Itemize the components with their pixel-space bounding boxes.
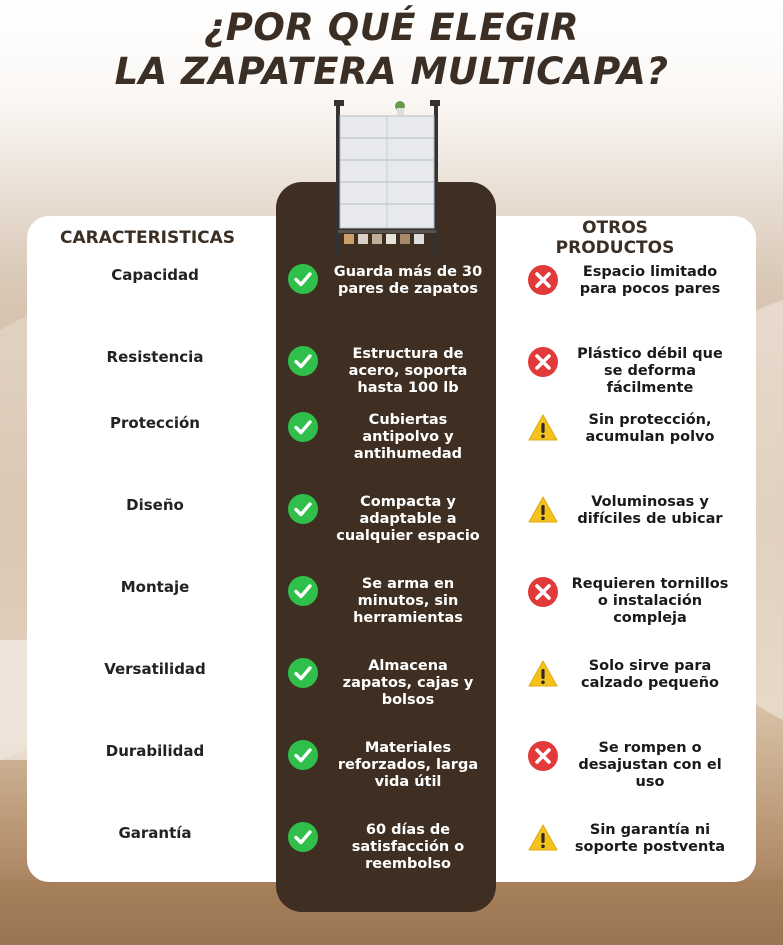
text-line: Plástico débil que (577, 346, 723, 362)
other-product-drawback (522, 412, 762, 472)
other-product-drawback (522, 740, 762, 800)
other-product-drawback (522, 346, 762, 406)
drawback-text (560, 740, 740, 791)
drawback-text (560, 494, 740, 528)
benefit-text (322, 412, 494, 463)
product-benefit (284, 264, 494, 324)
text-line: Requieren tornillos (571, 576, 729, 592)
text-line: Cubiertas (368, 412, 448, 428)
check-icon (288, 412, 318, 442)
other-products-header-line-2: PRODUCTOS (555, 238, 675, 258)
feature-label: Diseño (126, 496, 184, 514)
text-line: Almacena (368, 658, 448, 674)
text-line: herramientas (353, 610, 463, 626)
drawback-text (560, 822, 740, 856)
text-line: desajustan con el (578, 757, 722, 773)
text-line: 60 días de (365, 822, 451, 838)
text-line: uso (635, 774, 665, 790)
other-product-drawback (522, 494, 762, 554)
x-icon (527, 576, 559, 608)
text-line: pares de zapatos (337, 281, 478, 297)
x-icon (527, 346, 559, 378)
check-icon (288, 494, 318, 524)
check-icon (288, 740, 318, 770)
text-line: Compacta y (360, 494, 456, 510)
warning-icon (527, 822, 559, 854)
benefit-text (322, 576, 494, 627)
text-line: calzado pequeño (581, 675, 719, 691)
feature-label: Montaje (120, 578, 190, 596)
text-line: minutos, sin (357, 593, 459, 609)
text-line: Estructura de (352, 346, 464, 362)
text-line: satisfacción o (351, 839, 465, 855)
product-benefit (284, 412, 494, 472)
product-benefit (284, 822, 494, 882)
text-line: o instalación (597, 593, 703, 609)
feature-label: Protección (110, 414, 200, 432)
text-line: Materiales (364, 740, 452, 756)
text-line: Sin garantía ni (589, 822, 711, 838)
features-header: CARACTERISTICAS (60, 228, 236, 248)
other-products-header (510, 218, 720, 258)
benefit-text (322, 494, 494, 545)
text-line: acero, soporta (348, 363, 468, 379)
feature-label: Versatilidad (104, 660, 206, 678)
feature-label: Resistencia (106, 348, 204, 366)
feature-label: Capacidad (111, 266, 199, 284)
text-line: reforzados, larga (337, 757, 479, 773)
text-line: vida útil (374, 774, 442, 790)
title-line-2: LA ZAPATERA MULTICAPA? (114, 50, 669, 93)
benefit-text (322, 658, 494, 709)
other-product-drawback (522, 264, 762, 324)
shoe-rack-image (328, 98, 446, 258)
drawback-text (560, 658, 740, 692)
product-benefit (284, 346, 494, 406)
text-line: Se arma en (361, 576, 455, 592)
drawback-text (560, 576, 740, 627)
text-line: soporte postventa (574, 839, 726, 855)
product-benefit (284, 740, 494, 800)
text-line: Solo sirve para (588, 658, 712, 674)
text-line: difíciles de ubicar (577, 511, 723, 527)
title-line-1: ¿POR QUÉ ELEGIR (203, 6, 580, 49)
text-line: Sin protección, (588, 412, 712, 428)
warning-icon (527, 494, 559, 526)
other-product-drawback (522, 822, 762, 882)
text-line: Voluminosas y (591, 494, 709, 510)
text-line: Se rompen o (598, 740, 702, 756)
check-icon (288, 576, 318, 606)
text-line: acumulan polvo (585, 429, 715, 445)
benefit-text (322, 346, 494, 397)
other-product-drawback (522, 658, 762, 718)
check-icon (288, 658, 318, 688)
other-product-drawback (522, 576, 762, 636)
text-line: antipolvo y (362, 429, 454, 445)
text-line: adaptable a (359, 511, 457, 527)
benefit-text (322, 740, 494, 791)
text-line: hasta 100 lb (357, 380, 459, 396)
text-line: zapatos, cajas y (342, 675, 474, 691)
drawback-text (560, 264, 740, 298)
feature-label: Durabilidad (105, 742, 205, 760)
text-line: reembolso (365, 856, 451, 872)
warning-icon (527, 658, 559, 690)
x-icon (527, 264, 559, 296)
text-line: compleja (613, 610, 687, 626)
check-icon (288, 264, 318, 294)
text-line: antihumedad (353, 446, 463, 462)
check-icon (288, 822, 318, 852)
benefit-text (322, 822, 494, 873)
text-line: se deforma (603, 363, 697, 379)
product-benefit (284, 494, 494, 554)
text-line: para pocos pares (579, 281, 721, 297)
x-icon (527, 740, 559, 772)
text-line: bolsos (381, 692, 435, 708)
other-products-header-line-1: OTROS (582, 218, 648, 238)
drawback-text (560, 346, 740, 397)
warning-icon (527, 412, 559, 444)
page-title (0, 6, 783, 94)
product-benefit (284, 658, 494, 718)
feature-label: Garantía (118, 824, 192, 842)
benefit-text (322, 264, 494, 298)
text-line: fácilmente (606, 380, 694, 396)
product-benefit (284, 576, 494, 636)
text-line: Espacio limitado (582, 264, 718, 280)
drawback-text (560, 412, 740, 446)
text-line: Guarda más de 30 (333, 264, 483, 280)
text-line: cualquier espacio (336, 528, 480, 544)
check-icon (288, 346, 318, 376)
